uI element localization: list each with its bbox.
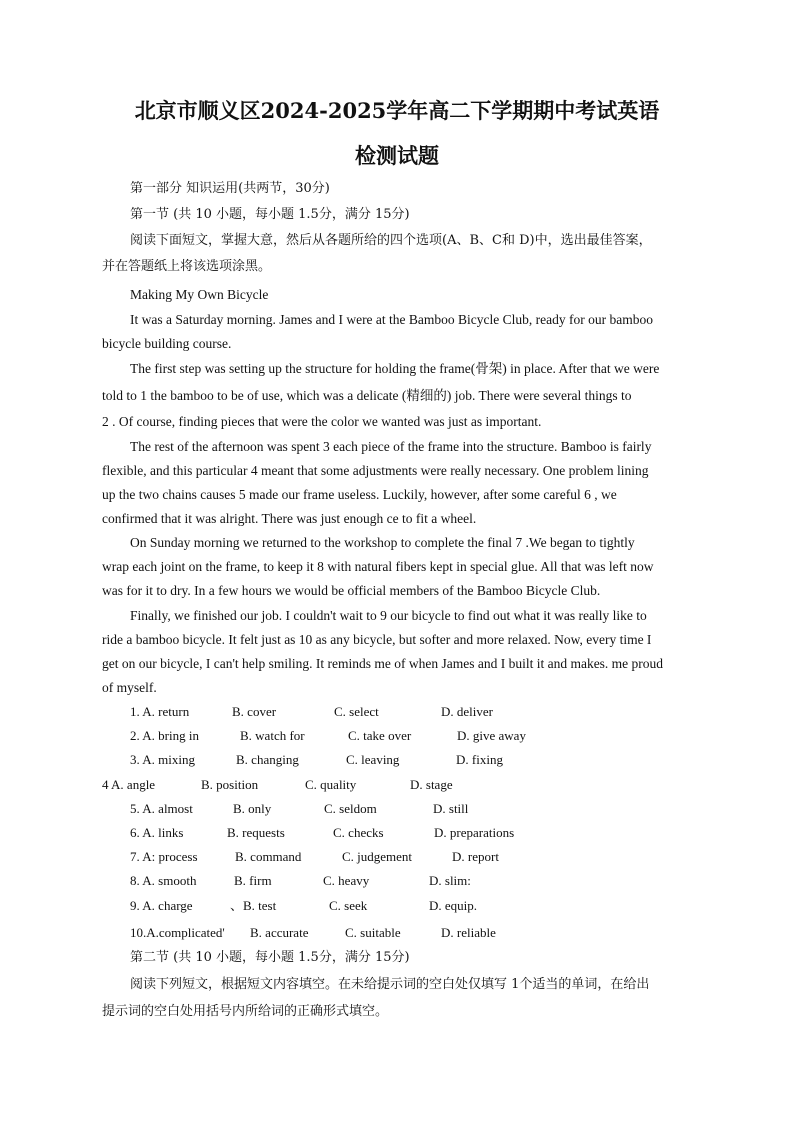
section2-instructions-line1: 阅读下列短文，根据短文内容填空。在未给提示词的空白处仅填写 1个适当的单词，在给出 xyxy=(130,977,650,992)
option-a: 7. A: process xyxy=(130,849,198,864)
option-a: 9. A. charge xyxy=(130,898,193,913)
option-d: D. slim: xyxy=(429,873,471,888)
passage-line: 2 . Of course, finding pieces that were the color we wanted was just as important. xyxy=(102,414,542,429)
passage-line: confirmed that it was alright. There was just enough ce to fit a wheel. xyxy=(102,511,477,526)
option-b: B. command xyxy=(235,849,302,864)
passage-line: The first step was setting up the structure for holding the frame(骨架) in place. After that we were xyxy=(130,361,660,376)
passage-line: Finally, we finished our job. I couldn't wait to 9 our bicycle to find out what it was really like to xyxy=(130,608,647,623)
option-b: 、B. test xyxy=(230,898,277,913)
option-a: 2. A. bring in xyxy=(130,728,199,743)
option-c: C. seldom xyxy=(324,801,377,816)
option-d: D. still xyxy=(433,801,469,816)
option-d: D. give away xyxy=(457,728,526,743)
option-b: B. only xyxy=(233,801,272,816)
option-d: D. deliver xyxy=(441,704,493,719)
option-a: 4 A. angle xyxy=(102,777,156,792)
section2-instructions-line2: 提示词的空白处用括号内所给词的正确形式填空。 xyxy=(102,1004,389,1019)
passage-line: flexible, and this particular 4 meant that some adjustments were really necessary. One problem lining xyxy=(102,463,649,478)
passage-line: The rest of the afternoon was spent 3 each piece of the frame into the structure. Bamboo is fairly xyxy=(130,439,652,454)
option-a: 1. A. return xyxy=(130,704,190,719)
option-a: 10.A.complicated' xyxy=(130,925,225,940)
option-d: D. reliable xyxy=(441,925,496,940)
passage-line: up the two chains causes 5 made our frame useless. Luckily, however, after some careful 6 , we xyxy=(102,487,617,502)
passage-line: of myself. xyxy=(102,680,157,695)
option-b: B. requests xyxy=(227,825,285,840)
option-b: B. cover xyxy=(232,704,277,719)
section2-heading: 第二节 (共 10 小题，每小题 1.5分，满分 15分) xyxy=(130,950,410,965)
part1-heading: 第一部分 知识运用(共两节，30分) xyxy=(130,181,330,196)
passage-line: ride a bamboo bicycle. It felt just as 10 as any bicycle, but softer and more relaxed. Now, every time I xyxy=(102,632,652,647)
option-a: 3. A. mixing xyxy=(130,752,196,767)
passage-line: It was a Saturday morning. James and I were at the Bamboo Bicycle Club, ready for our bamboo xyxy=(130,312,653,327)
option-a: 5. A. almost xyxy=(130,801,193,816)
option-c: C. seek xyxy=(329,898,368,913)
exam-subtitle: 检测试题 xyxy=(355,143,439,168)
option-d: D. equip. xyxy=(429,898,478,913)
passage-title: Making My Own Bicycle xyxy=(130,287,269,302)
passage-line: get on our bicycle, I can't help smiling. It reminds me of when James and I built it and makes. me proud xyxy=(102,656,664,671)
option-c: C. checks xyxy=(333,825,384,840)
option-c: C. judgement xyxy=(342,849,413,864)
passage-line: wrap each joint on the frame, to keep it 8 with natural fibers kept in special glue. All that was left now xyxy=(102,559,654,574)
option-b: B. firm xyxy=(234,873,272,888)
option-c: C. take over xyxy=(348,728,412,743)
passage-line: On Sunday morning we returned to the workshop to complete the final 7 .We began to tightly xyxy=(130,535,635,550)
option-a: 6. A. links xyxy=(130,825,184,840)
passage-line: bicycle building course. xyxy=(102,336,232,351)
option-d: D. report xyxy=(452,849,499,864)
passage-line: was for it to dry. In a few hours we would be official members of the Bamboo Bicycle Club. xyxy=(102,583,601,598)
option-b: B. accurate xyxy=(250,925,309,940)
section1-heading: 第一节 (共 10 小题，每小题 1.5分，满分 15分) xyxy=(130,207,410,222)
section1-instructions-line2: 并在答题纸上将该选项涂黑。 xyxy=(102,259,272,274)
option-b: B. position xyxy=(201,777,259,792)
option-d: D. fixing xyxy=(456,752,503,767)
option-a: 8. A. smooth xyxy=(130,873,197,888)
option-b: B. watch for xyxy=(240,728,305,743)
option-c: C. select xyxy=(334,704,379,719)
option-c: C. quality xyxy=(305,777,357,792)
passage-line: told to 1 the bamboo to be of use, which was a delicate (精细的) job. There were several things to xyxy=(102,388,632,403)
option-b: B. changing xyxy=(236,752,299,767)
option-c: C. suitable xyxy=(345,925,401,940)
option-c: C. heavy xyxy=(323,873,370,888)
option-d: D. preparations xyxy=(434,825,515,840)
exam-title: 北京市顺义区2024-2025学年高二下学期期中考试英语 xyxy=(134,98,660,123)
section1-instructions-line1: 阅读下面短文，掌握大意，然后从各题所给的四个选项(A、B、C和 D)中，选出最佳答案， xyxy=(130,233,652,248)
option-d: D. stage xyxy=(410,777,453,792)
option-c: C. leaving xyxy=(346,752,400,767)
